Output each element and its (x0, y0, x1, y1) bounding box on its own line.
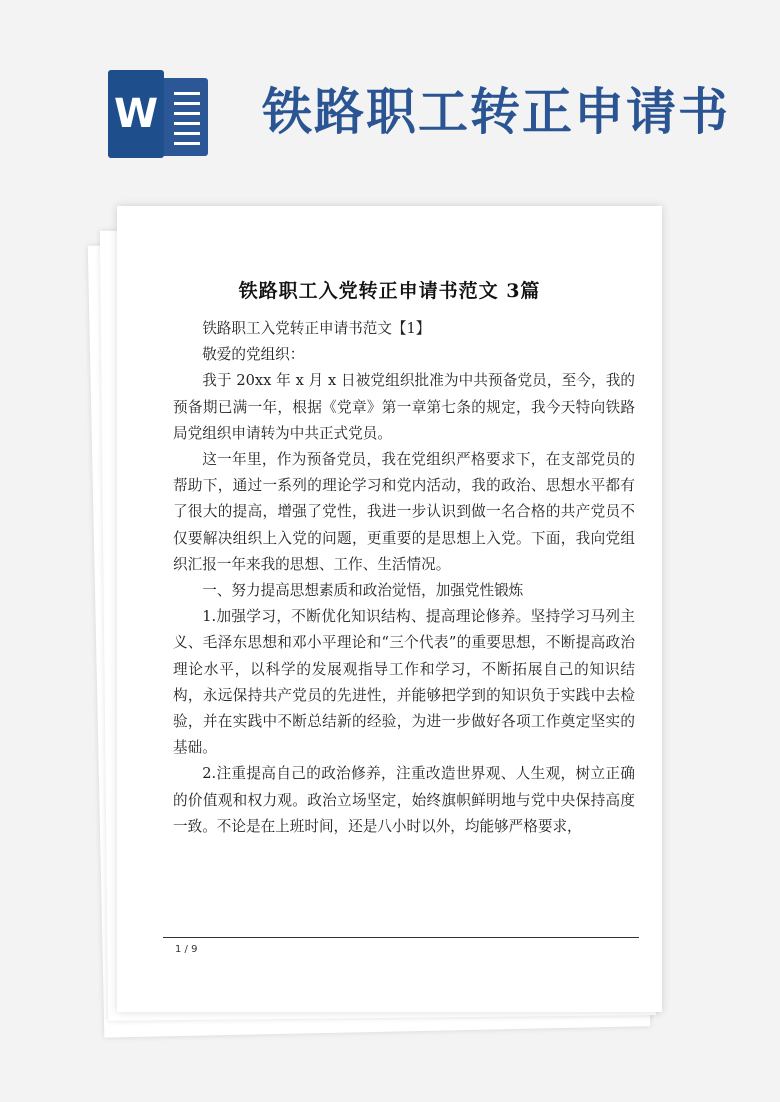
paragraph: 2.注重提高自己的政治修养，注重改造世界观、人生观，树立正确的价值观和权力观。政治立场坚定，始终旗帜鲜明地与党中央保持高度一致。不论是在上班时间，还是八小时以外，均能够严格要求， (173, 765, 635, 835)
page-number: 1 / 9 (175, 944, 198, 955)
paragraph-heading: 铁路职工入党转正申请书范文【1】 (202, 320, 431, 337)
footer-divider (163, 937, 639, 938)
document-title: 铁路职工入党转正申请书范文 3篇 (238, 280, 541, 302)
document-page (117, 206, 662, 1012)
paragraph-salutation: 敬爱的党组织： (202, 346, 305, 364)
document-body (173, 316, 635, 840)
paragraph: 1.加强学习，不断优化知识结构、提高理论修养。坚持学习马列主义、毛泽东思想和邓小平理论和“三个代表”的重要思想，不断提高政治理论水平，以科学的发展观指导工作和学习，不断拓展自己的知识结构，永远保持共产党员的先进性，并能够把学到的知识负于实践中去检验，并在实践中不断总结新的经验，为进一步做好各项工作奠定坚实的基础。 (173, 608, 635, 757)
banner-title: 铁路职工转正申请书 (262, 83, 730, 141)
section-heading: 一、努力提高思想素质和政治觉悟，加强党性锻炼 (202, 582, 524, 600)
paragraph: 这一年里，作为预备党员，我在党组织严格要求下，在支部党员的帮助下，通过一系列的理论学习和党内活动，我的政治、思想水平都有了很大的提高，增强了党性，我进一步认识到做一名合格的共产党员不仅要解决组织上入党的问题，更重要的是思想上入党。下面，我向党组织汇报一年来我的思想、工作、生活情况。 (173, 451, 635, 573)
word-letter-tile: W (108, 70, 164, 158)
word-logo (108, 70, 212, 158)
paragraph: 我于 20xx 年 x 月 x 日被党组织批准为中共预备党员，至今，我的预备期已满一年，根据《党章》第一章第七条的规定，我今天特向铁路局党组织申请转为中共正式党员。 (173, 372, 635, 442)
